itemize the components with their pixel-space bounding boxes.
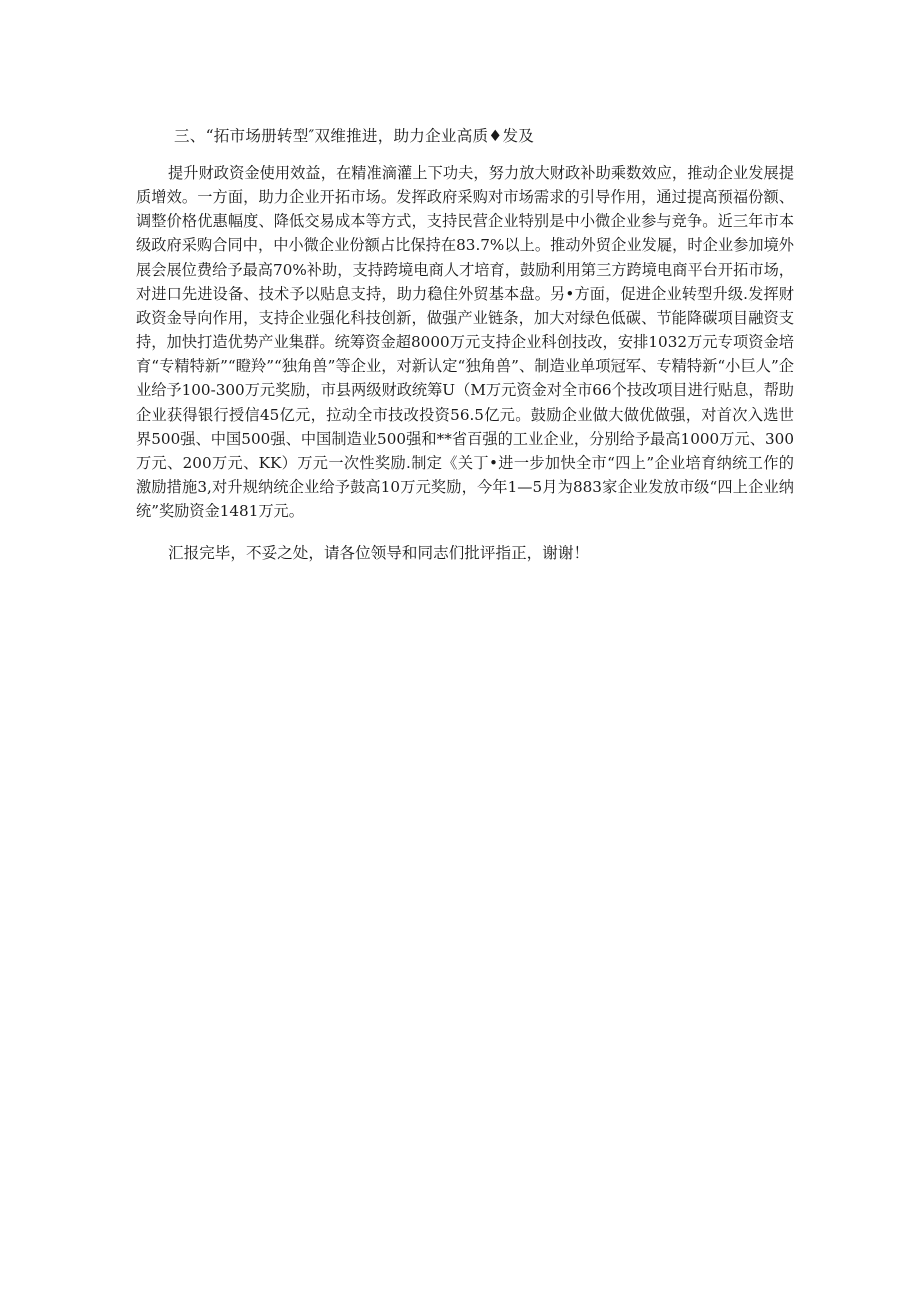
closing-line: 汇报完毕，不妥之处，请各位领导和同志们批评指正，谢谢！ bbox=[168, 544, 590, 563]
document-body bbox=[136, 124, 794, 565]
section-heading: 三、“拓市场册转型″双维推进，助力企业高质♦发及 bbox=[174, 127, 535, 145]
body-paragraph: 提升财政资金使用效益，在精准滴灌上下功夫，努力放大财政补助乘数效应，推动企业发展提质增效。一方面，助力企业开拓市场。发挥政府采购对市场需求的引导作用，通过提高预福份额、调整价格优惠幅度、降低交易成本等方式，支持民营企业特别是中小微企业参与竞争。近三年市本级政府采购合同中，中小微企业份额占比保持在83.7%以上。推动外贸企业发屣，时企业参加境外展会展位费给予最高70%补助，支持跨境电商人才培育，鼓励利用第三方跨境电商平台开拓市场，对进口先进设备、技术予以贴息支持，助力稳住外贸基本盘。另•方面，促进企业转型升级.发挥财政资金导向作用，支持企业强化科技创新，做强产业链条，加大对绿色低碳、节能降碳项目融资支持，加快打造优势产业集群。统筹资金超8000万元支持企业科创技改，安排1032万元专项资金培育“专精特新”“瞪羚”“独角兽”等企业，对新认定“独角兽”、制造业单项冠军、专精特新“小巨人”企业给予100-300万元奖励，市县两级财政统筹U（M万元资金对全市66个技改项目进行贴息，帮助企业获得银行授信45亿元，拉动全市技改投资56.5亿元。鼓励企业做大做优做强，对首次入选世界500强、中国500强、中国制造业500强和**省百强的工业企业，分别给予最高1000万元、300万元、200万元、KK）万元一次性奖励.制定《关丁•进一步加快全市“四上”企业培育纳统工作的激励措施3,对升规纳统企业给予鼓高10万元奖励，今年1—5月为883家企业发放市级“四上企业纳统”奖励资金1481万元。 bbox=[136, 164, 794, 521]
